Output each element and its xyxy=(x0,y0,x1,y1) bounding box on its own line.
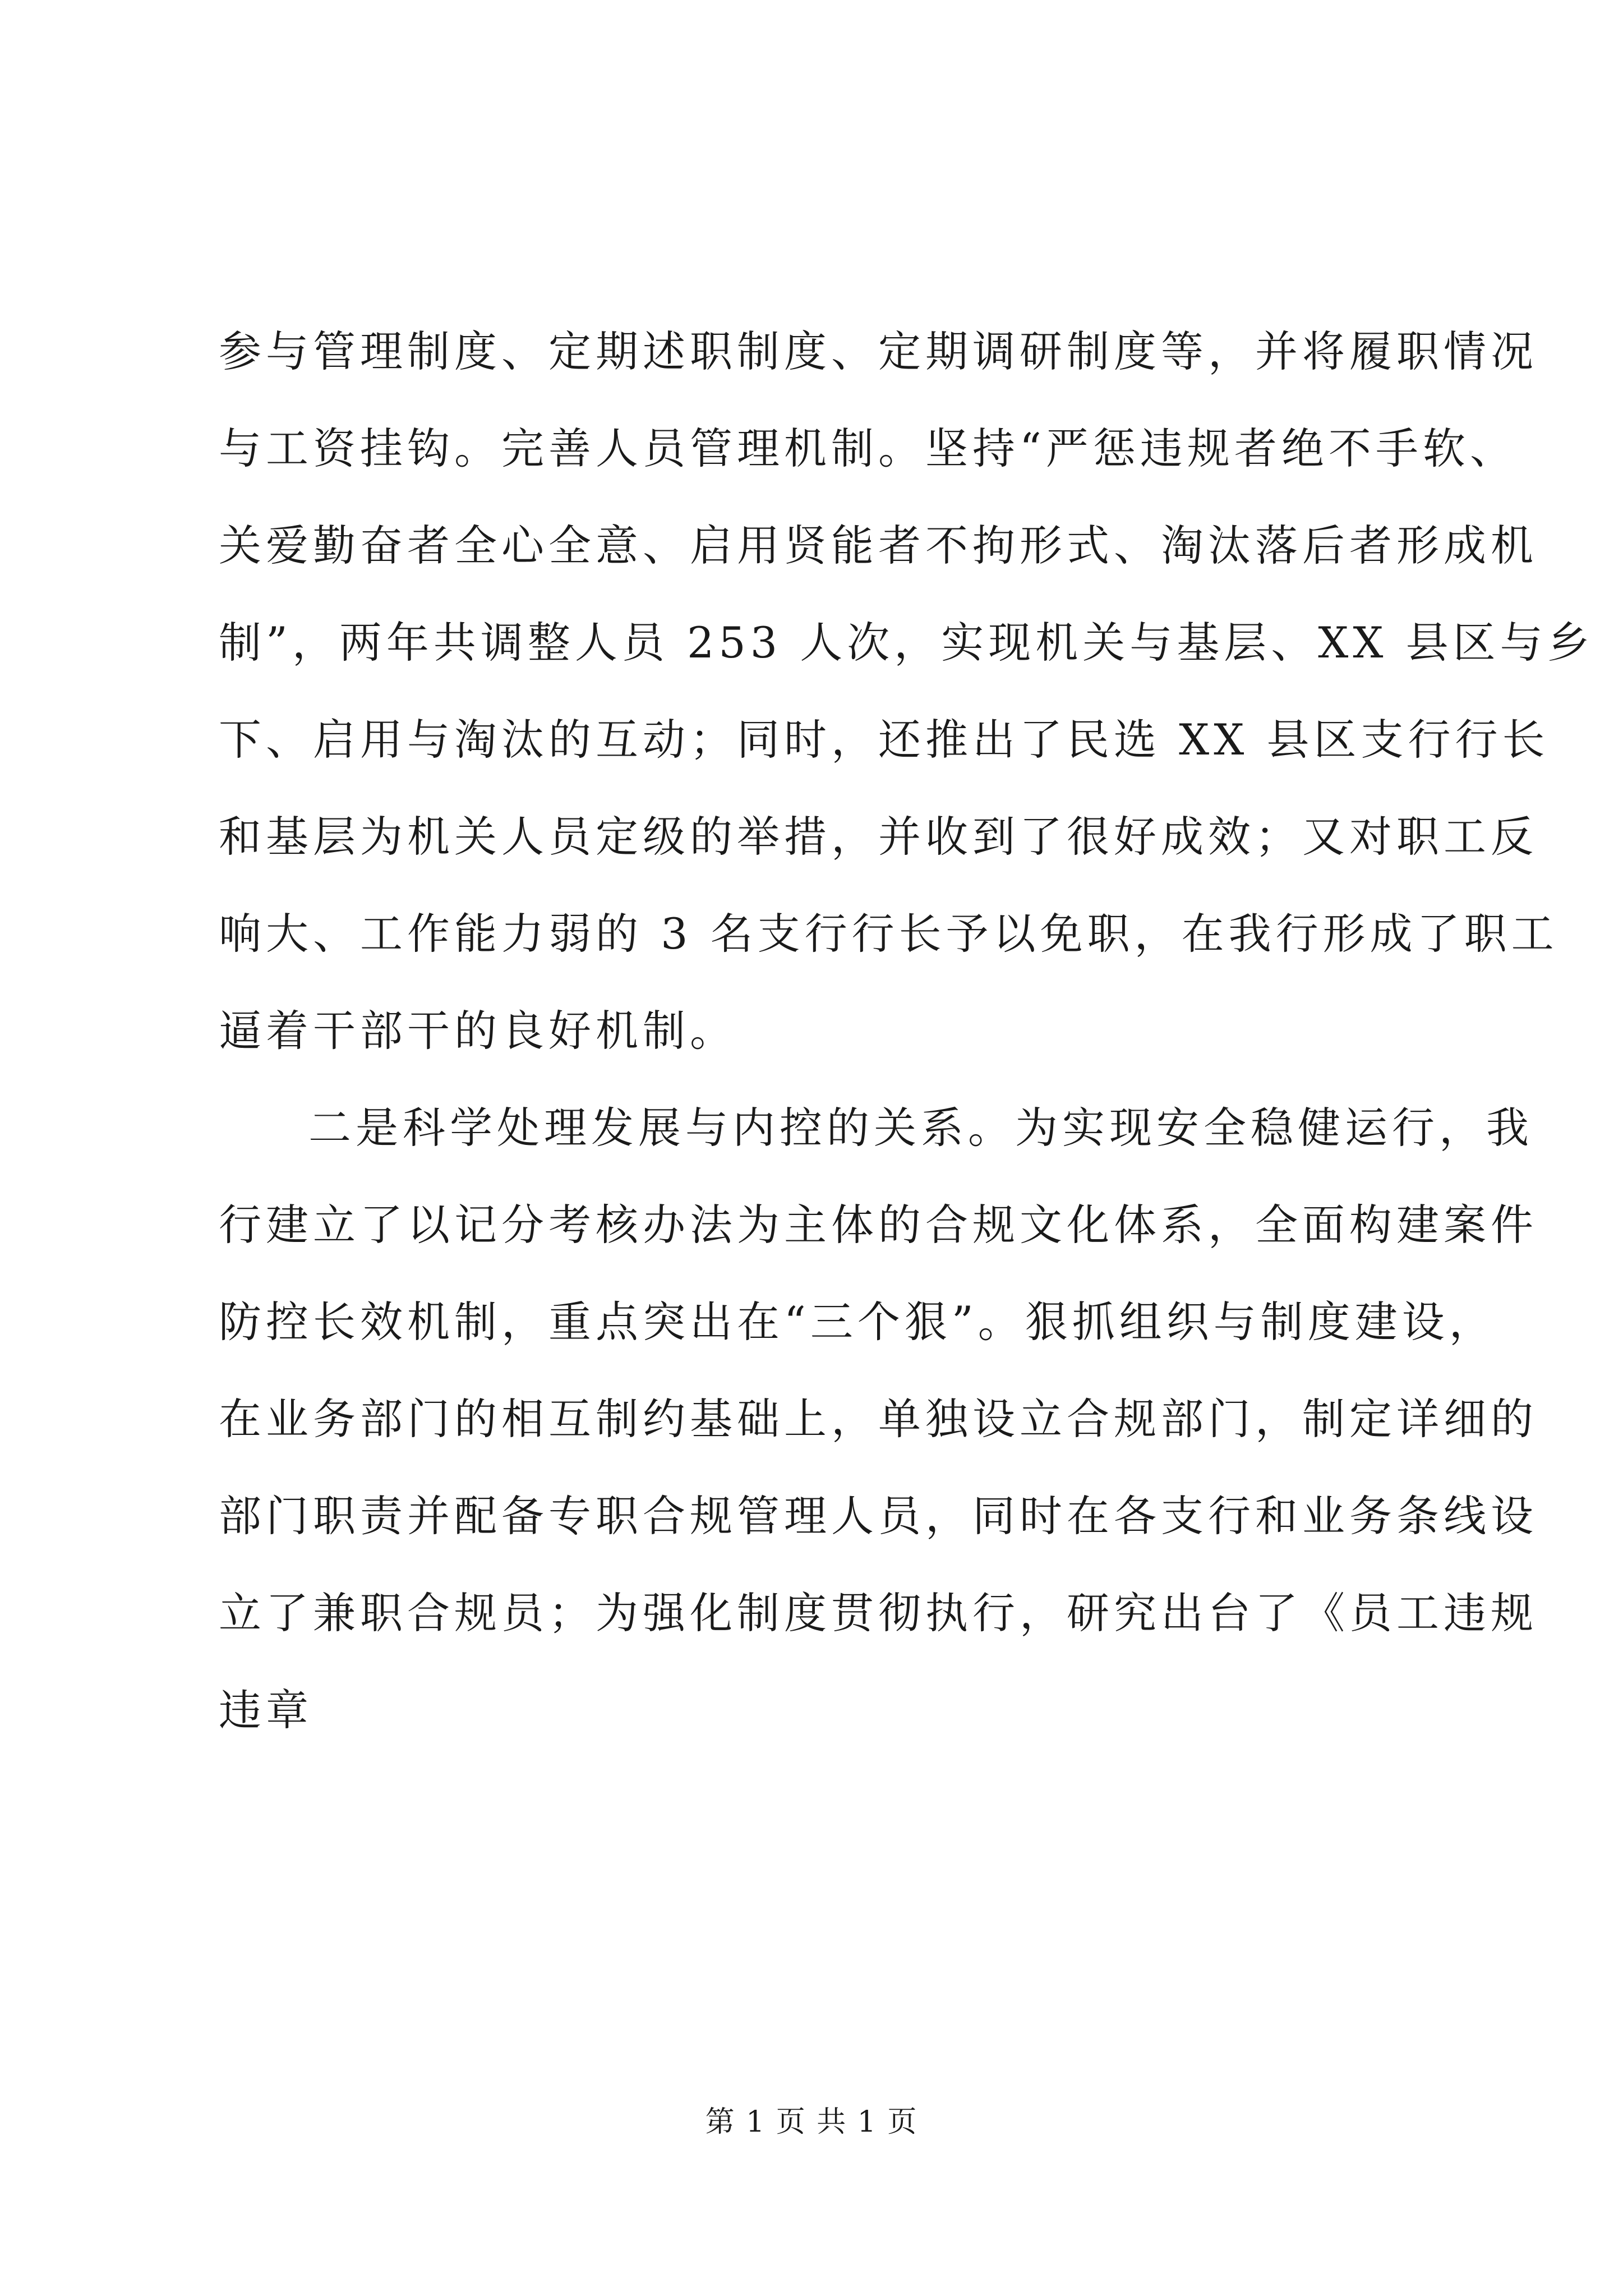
paragraph-2-line-2: 行建立了以记分考核办法为主体的合规文化体系，全面构建案件 xyxy=(219,1200,1538,1250)
paragraph-1-line-4: 制”，两年共调整人员 253 人次，实现机关与基层、XX 县区与乡 xyxy=(219,618,1594,668)
paragraph-1-line-8: 逼着干部干的良好机制。 xyxy=(219,1006,737,1056)
paragraph-2-line-5: 部门职责并配备专职合规管理人员，同时在各支行和业务条线设 xyxy=(219,1491,1538,1541)
page-number-label: 第 1 页 共 1 页 xyxy=(705,2105,918,2139)
paragraph-2-line-6: 立了兼职合规员；为强化制度贯彻执行，研究出台了《员工违规 xyxy=(219,1588,1538,1638)
paragraph-1-line-3: 关爱勤奋者全心全意、启用贤能者不拘形式、淘汰落后者形成机 xyxy=(219,521,1538,570)
paragraph-2-line-1: 二是科学处理发展与内控的关系。为实现安全稳健运行，我 xyxy=(308,1103,1533,1153)
paragraph-2-line-4: 在业务部门的相互制约基础上，单独设立合规部门，制定详细的 xyxy=(219,1394,1538,1444)
paragraph-1-line-6: 和基层为机关人员定级的举措，并收到了很好成效；又对职工反 xyxy=(219,812,1538,862)
paragraph-1-line-2: 与工资挂钩。完善人员管理机制。坚持“严惩违规者绝不手软、 xyxy=(219,424,1517,473)
paragraph-1-line-7: 响大、工作能力弱的 3 名支行行长予以免职，在我行形成了职工 xyxy=(219,909,1559,959)
paragraph-1-line-5: 下、启用与淘汰的互动；同时，还推出了民选 XX 县区支行行长 xyxy=(219,715,1550,765)
paragraph-2-line-3: 防控长效机制，重点突出在“三个狠”。狠抓组织与制度建设， xyxy=(219,1297,1496,1347)
document-body xyxy=(219,303,1594,1759)
page-footer xyxy=(0,2098,1623,2140)
paragraph-1-line-1: 参与管理制度、定期述职制度、定期调研制度等，并将履职情况 xyxy=(219,326,1538,376)
paragraph-2-line-7: 违章 xyxy=(219,1685,313,1735)
